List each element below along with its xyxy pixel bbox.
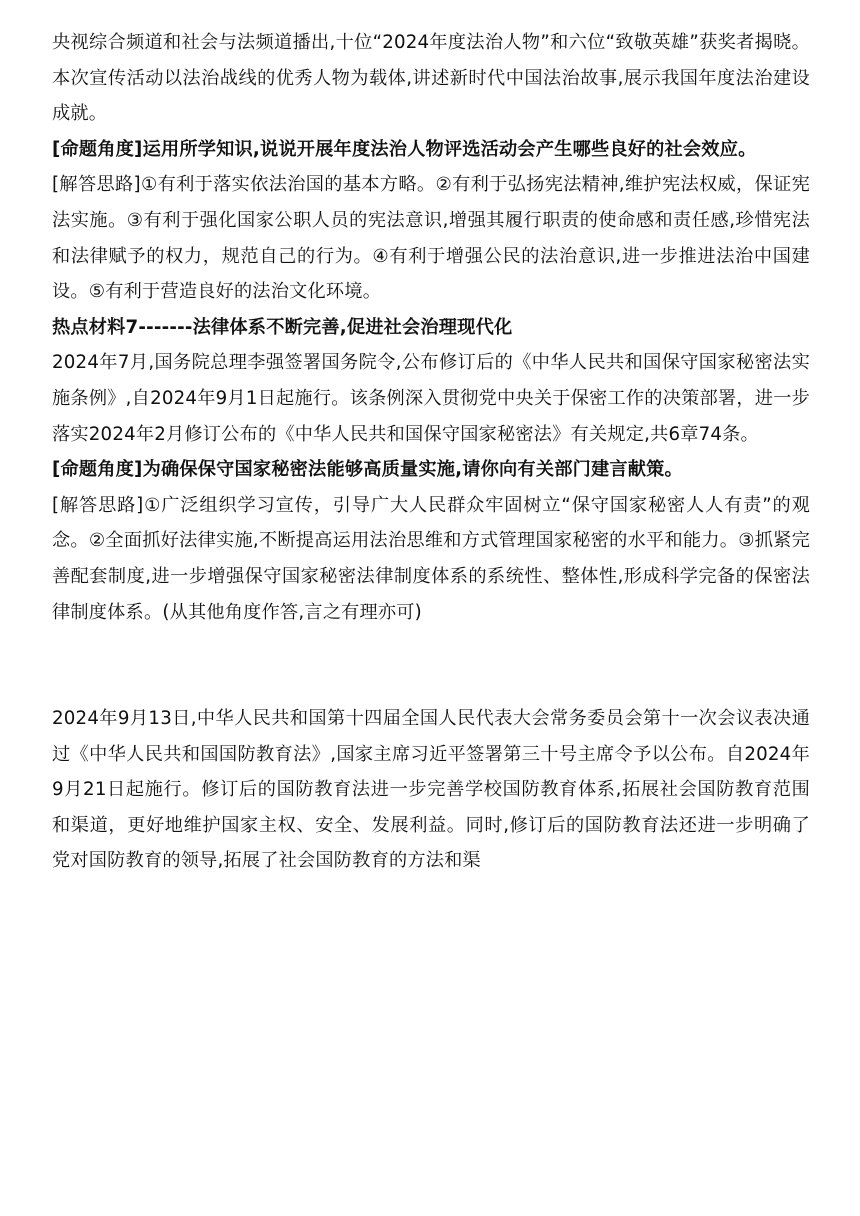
question-angle-1: [命题角度]运用所学知识,说说开展年度法治人物评选活动会产生哪些良好的社会效应。 xyxy=(52,138,757,160)
question-angle-2: [命题角度]为确保保守国家秘密法能够高质量实施,请你向有关部门建言献策。 xyxy=(52,459,683,481)
paragraph-award-announcement: 央视综合频道和社会与法频道播出,十位“2024年度法治人物”和六位“致敬英雄”获奖者揭晓。本次宣传活动以法治战线的优秀人物为载体,讲述新时代中国法治故事,展示我国年度法治建设成就。 xyxy=(52,32,810,125)
paragraph-secrecy-regulation: 2024年7月,国务院总理李强签署国务院令,公布修订后的《中华人民共和国保守国家秘密法实施条例》,自2024年9月1日起施行。该条例深入贯彻党中央关于保密工作的决策部署，进一步落实2024年2月修订公布的《中华人民共和国保守国家秘密法》有关规定,共6章74条。 xyxy=(52,352,810,445)
answer-approach-1: [解答思路]①有利于落实依法治国的基本方略。②有利于弘扬宪法精神,维护宪法权威，保证宪法实施。③有利于强化国家公职人员的宪法意识,增强其履行职责的使命感和责任感,珍惜宪法和法律赋予的权力，规范自己的行为。④有利于增强公民的法治意识,进一步推进法治中国建设。⑤有利于营造良好的法治文化环境。 xyxy=(52,174,810,303)
hot-material-7-heading: 热点材料7-------法律体系不断完善,促进社会治理现代化 xyxy=(52,316,513,338)
blank-gap xyxy=(52,630,810,701)
answer-approach-2: [解答思路]①广泛组织学习宣传，引导广大人民群众牢固树立“保守国家秘密人人有责”的观念。②全面抓好法律实施,不断提高运用法治思维和方式管理国家秘密的水平和能力。③抓紧完善配套制度,进一步增强保守国家秘密法律制度体系的系统性、整体性,形成科学完备的保密法律制度体系。(从其他角度作答,言之有理亦可) xyxy=(52,494,810,623)
document-page xyxy=(52,25,810,879)
paragraph-defense-education-law: 2024年9月13日,中华人民共和国第十四届全国人民代表大会常务委员会第十一次会议表决通过《中华人民共和国国防教育法》,国家主席习近平签署第三十号主席令予以公布。自2024年9月21日起施行。修订后的国防教育法进一步完善学校国防教育体系,拓展社会国防教育范围和渠道，更好地维护国家主权、安全、发展利益。同时,修订后的国防教育法还进一步明确了党对国防教育的领导,拓展了社会国防教育的方法和渠 xyxy=(52,708,810,872)
